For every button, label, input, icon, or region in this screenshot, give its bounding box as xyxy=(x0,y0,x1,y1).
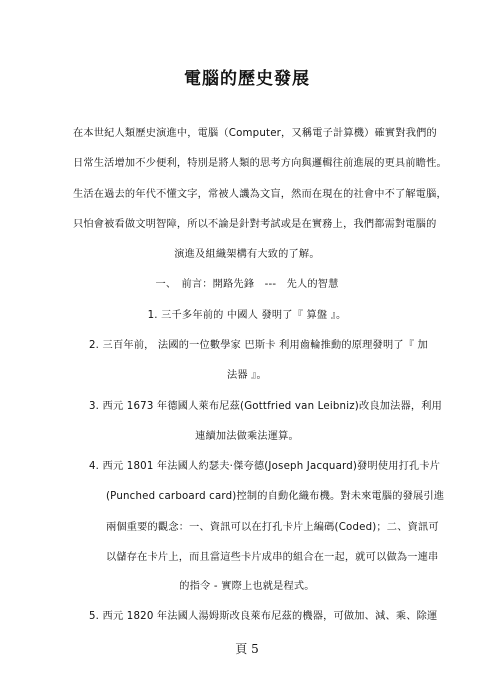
list-item-4-line-3: 兩個重要的觀念：一、資訊可以在打孔卡片上編碼(Coded)；二、資訊可 xyxy=(106,522,439,533)
intro-line-2: 日常生活增加不少便利，特別是將人類的思考方向與邏輯往前進展的更具前瞻性。 xyxy=(73,158,447,169)
section-heading: 一、 前言：開路先鋒 --- 先人的智慧 xyxy=(155,279,339,290)
intro-line-5: 演進及組織架構有大致的了解。 xyxy=(174,249,320,260)
list-item-1: 1. 三千多年前的 中國人 發明了『 算盤 』。 xyxy=(147,310,347,321)
list-item-4-line-4: 以儲存在卡片上，而且當這些卡片成串的組合在一起，就可以做為一連串 xyxy=(106,552,439,563)
list-item-2-line-2: 法器 』。 xyxy=(227,370,267,381)
intro-line-1: 在本世紀人類歷史演進中，電腦（Computer，又稱電子計算機）確實對我們的 xyxy=(73,128,437,139)
intro-line-3: 生活在過去的年代不懂文字，常被人譏為文盲，然而在現在的社會中不了解電腦， xyxy=(73,189,447,200)
list-item-3-line-1: 3. 西元 1673 年德國人萊布尼茲(Gottfried van Leibniz)改良加法器，利用 xyxy=(89,401,443,412)
list-item-5-line-1: 5. 西元 1820 年法國人湯姆斯改良萊布尼茲的機器，可做加、減、乘、除運 xyxy=(89,611,438,622)
list-item-4-line-2: (Punched carboard card)控制的自動化織布機。對未來電腦的發展引進 xyxy=(106,491,445,502)
intro-line-4: 只怕會被看做文明智障，所以不論是針對考試或是在實務上，我們都需對電腦的 xyxy=(73,219,437,230)
list-item-2-line-1: 2. 三百年前， 法國的一位數學家 巴斯卡 利用齒輪推動的原理發明了『 加 xyxy=(89,340,428,351)
list-item-3-line-2: 連續加法做乘法運算。 xyxy=(195,431,299,442)
list-item-4-line-1: 4. 西元 1801 年法國人約瑟夫‧傑夸德(Joseph Jacquard)發明使用打孔卡片 xyxy=(89,461,441,472)
list-item-4-line-5: 的指令 - 實際上也就是程式。 xyxy=(179,581,315,592)
page-number: 頁 5 xyxy=(235,642,259,656)
page-title: 電腦的歷史發展 xyxy=(184,69,310,89)
